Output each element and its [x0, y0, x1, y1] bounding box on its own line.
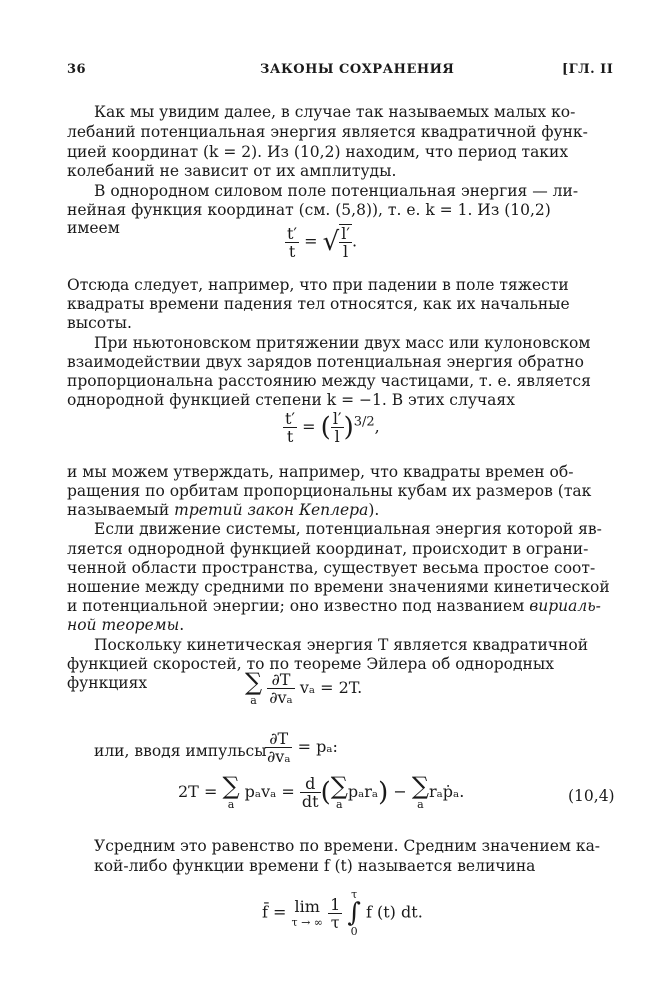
- chapter-label: [ГЛ. II: [562, 62, 614, 77]
- text-line: цией координат (k = 2). Из (10,2) находим, что период таких: [67, 143, 569, 161]
- equation-1: $\frac{t'}{t}$ = √ $\frac{l'}{l}$ .: [287, 223, 358, 261]
- equation-6: f̄ = lim τ → ∞ $\frac{1}{\tau}$ τ ∫ 0 f (t) dt.: [262, 888, 423, 938]
- text-line: пропорциональна расстоянию между частицами, т. е. является: [67, 372, 591, 390]
- text-line: нейная функция координат (см. (5,8)), т. е. k = 1. Из (10,2): [67, 201, 551, 219]
- equation-3: ∑ a $\frac{\partial T}{\text{∂vₐ}}$ vₐ = 2T.: [245, 668, 363, 707]
- text-line: функциях: [67, 674, 148, 692]
- text-line: ращения по орбитам пропорциональны кубам их размеров (так: [67, 482, 592, 500]
- equation-5: 2T = ∑ a pₐvₐ = $\frac{d}{dt}$ ( ∑ a pₐrₐ) − ∑ a rₐṗₐ.: [178, 772, 465, 811]
- text-line: взаимодействии двух зарядов потенциальная энергия обратно: [67, 353, 584, 371]
- running-title: ЗАКОНЫ СОХРАНЕНИЯ: [260, 62, 455, 77]
- text-line: Усредним это равенство по времени. Средним значением ка-: [94, 837, 601, 855]
- text-line: или, вводя импульсы: [94, 742, 267, 760]
- text-line: Поскольку кинетическая энергия T является квадратичной: [94, 636, 589, 654]
- equation-4: $\frac{\partial T}{\text{∂vₐ}}$ = pₐ:: [267, 729, 338, 766]
- equation-2: $\frac{t'}{t}$ = ( $\frac{l'}{l}$ )$^{3/2}$,: [285, 409, 380, 446]
- text-line: ной теоремы.: [67, 616, 185, 634]
- text-line: и мы можем утверждать, например, что квадраты времен об-: [67, 463, 574, 481]
- text-line: ченной области пространства, существует весьма простое соот-: [67, 559, 596, 577]
- text-line: функцией скоростей, то по теореме Эйлера об однородных: [67, 655, 554, 673]
- text-line: Отсюда следует, например, что при падении в поле тяжести: [67, 276, 569, 294]
- text-line: имеем: [67, 219, 120, 237]
- text-line: высоты.: [67, 314, 132, 332]
- text-line: В однородном силовом поле потенциальная энергия — ли-: [94, 182, 579, 200]
- text-line: квадраты времени падения тел относятся, как их начальные: [67, 295, 570, 313]
- text-line: называемый третий закон Кеплера).: [67, 501, 380, 519]
- text-line: колебаний не зависит от их амплитуды.: [67, 162, 397, 180]
- text-line: однородной функцией степени k = −1. В этих случаях: [67, 391, 515, 409]
- text-line: ляется однородной функцией координат, происходит в ограни-: [67, 540, 589, 558]
- equation-number: (10,4): [568, 787, 615, 805]
- text-line: ношение между средними по времени значениями кинетической: [67, 578, 610, 596]
- page-number: 36: [67, 62, 87, 77]
- text-line: кой-либо функции времени f (t) называется величина: [94, 857, 536, 875]
- text-line: Если движение системы, потенциальная энергия которой яв-: [94, 520, 602, 538]
- text-line: При ньютоновском притяжении двух масс или кулоновском: [94, 334, 591, 352]
- text-line: лебаний потенциальная энергия является квадратичной функ-: [67, 123, 588, 141]
- text-line: Как мы увидим далее, в случае так называемых малых ко-: [94, 103, 576, 121]
- text-line: и потенциальной энергии; оно известно под названием вириаль-: [67, 597, 601, 615]
